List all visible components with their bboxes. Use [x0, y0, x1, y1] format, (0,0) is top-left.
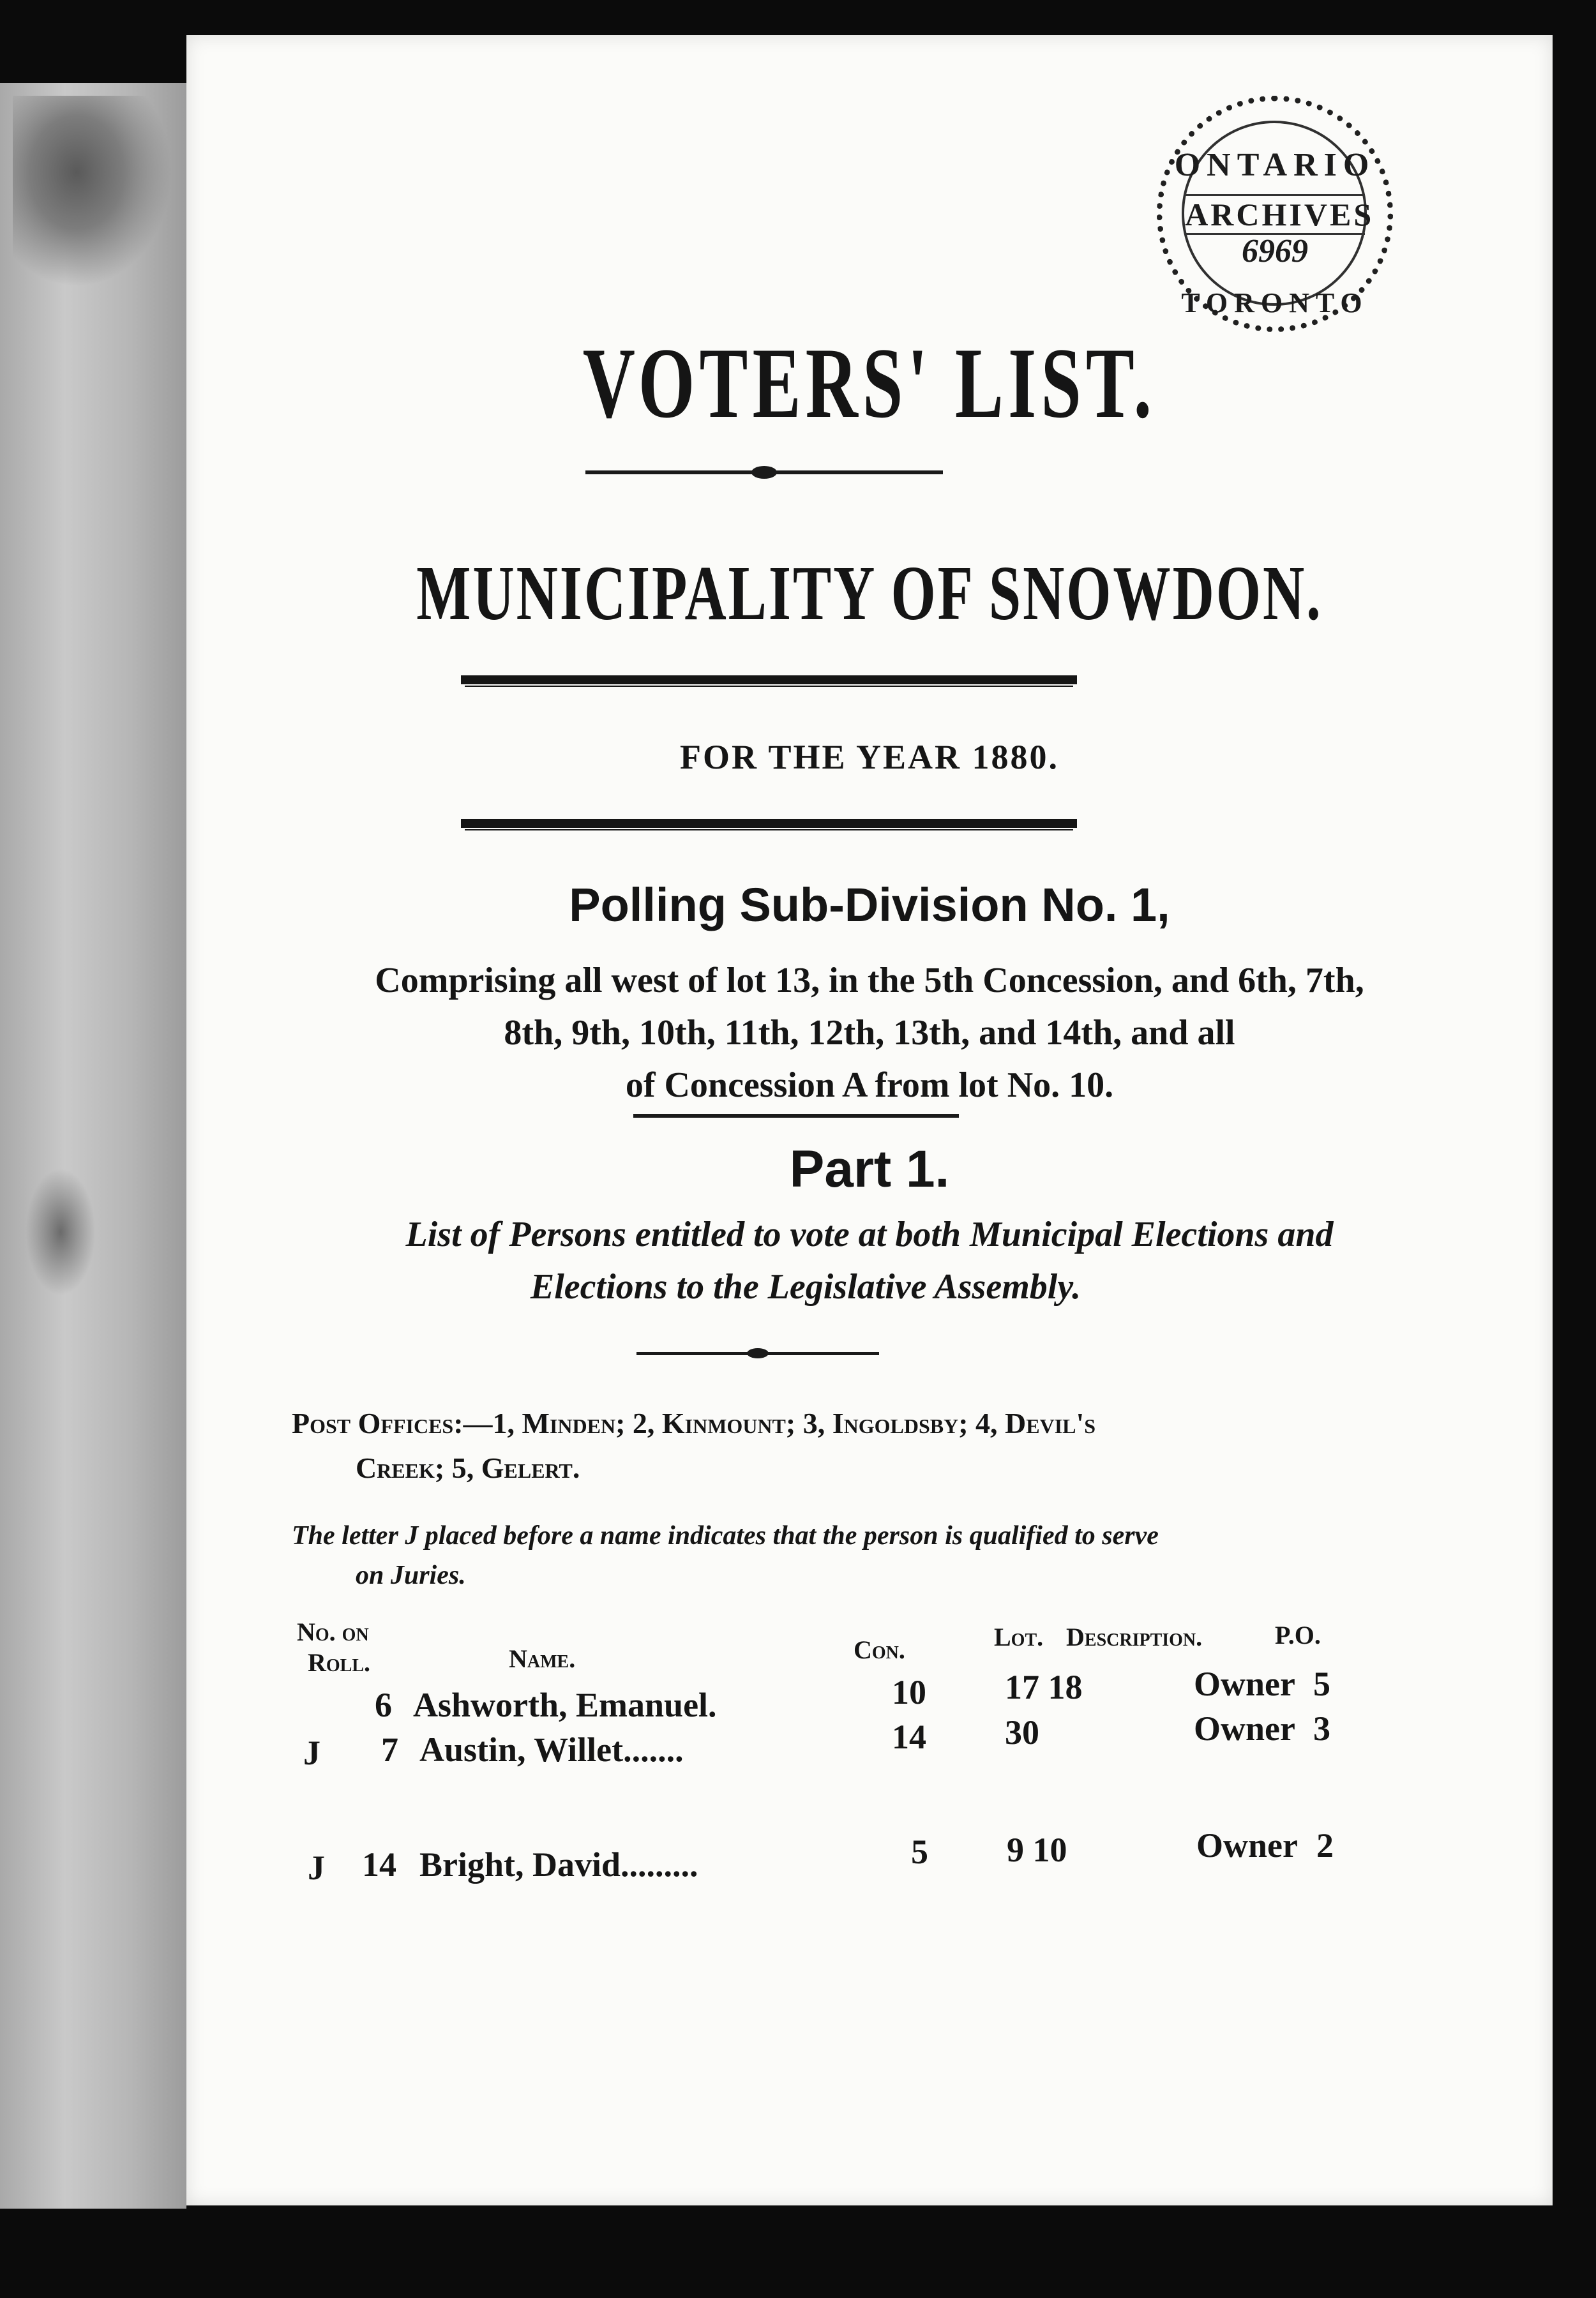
row-description: Owner — [1196, 1826, 1298, 1865]
entitled-text — [186, 1208, 1553, 1313]
row-name: Austin, Willet....... — [419, 1731, 684, 1769]
post-offices — [292, 1401, 1505, 1491]
document-title: VOTERS' LIST. — [582, 327, 1157, 439]
row-juror-mark: J — [303, 1734, 320, 1772]
divider-rule-1 — [461, 675, 1077, 684]
row-post-office: 3 — [1313, 1709, 1330, 1748]
row-roll-number: 14 — [362, 1845, 396, 1884]
row-concession: 14 — [892, 1718, 926, 1756]
post-offices-line: Post Offices:—1, Minden; 2, Kinmount; 3, Ingoldsby; 4, Devil's — [292, 1407, 1096, 1439]
row-name: Bright, David......... — [419, 1845, 698, 1884]
row-lot: 9 10 — [1007, 1831, 1067, 1869]
row-description: Owner — [1194, 1709, 1295, 1748]
divider-rule-2 — [461, 819, 1077, 828]
entitled-line: List of Persons entitled to vote at both Municipal Elections and — [405, 1215, 1334, 1254]
stamp-line1: ONTARIO — [1174, 147, 1376, 183]
stamp-line2: ARCHIVES — [1185, 194, 1365, 235]
header-con: Con. — [854, 1635, 905, 1664]
row-roll-number: 7 — [381, 1731, 398, 1769]
row-description: Owner — [1194, 1665, 1295, 1703]
spine-stain — [13, 96, 172, 287]
comprising-line: of Concession A from lot No. 10. — [625, 1065, 1114, 1105]
spine-mark — [26, 1168, 96, 1296]
row-name: Ashworth, Emanuel. — [413, 1686, 717, 1724]
juries-note-line: The letter J placed before a name indicates that the person is qualified to serve — [292, 1521, 1159, 1551]
header-lot: Lot. — [994, 1623, 1044, 1651]
row-lot: 30 — [1005, 1713, 1039, 1752]
header-name: Name. — [509, 1644, 576, 1673]
year-line: FOR THE YEAR 1880. — [679, 738, 1060, 776]
juries-note — [292, 1516, 1505, 1595]
book-spine — [0, 83, 186, 2209]
header-po: P.O. — [1275, 1621, 1321, 1649]
stamp-number: 6969 — [1242, 233, 1308, 269]
header-roll: Roll. — [308, 1648, 371, 1677]
archives-stamp — [1157, 96, 1393, 332]
part-heading: Part 1. — [789, 1140, 950, 1198]
row-concession: 10 — [892, 1673, 926, 1711]
post-offices-line: Creek; 5, Gelert. — [356, 1452, 580, 1484]
stamp-line4: TORONTO — [1181, 287, 1369, 319]
row-post-office: 2 — [1316, 1826, 1334, 1865]
document-page — [186, 35, 1553, 2205]
juries-note-line: on Juries. — [356, 1561, 466, 1590]
header-no: No. on — [297, 1618, 369, 1646]
header-description: Description. — [1066, 1623, 1203, 1651]
polling-heading: Polling Sub-Division No. 1, — [569, 878, 1170, 931]
row-post-office: 5 — [1313, 1665, 1330, 1703]
entitled-line: Elections to the Legislative Assembly. — [530, 1267, 1081, 1307]
comprising-line: Comprising all west of lot 13, in the 5th Concession, and 6th, 7th, — [375, 961, 1364, 1000]
comprising-line: 8th, 9th, 10th, 11th, 12th, 13th, and 14th, and all — [504, 1013, 1235, 1053]
row-concession: 5 — [911, 1833, 928, 1871]
municipality-heading: MUNICIPALITY OF SNOWDON. — [416, 550, 1323, 636]
comprising-text — [186, 954, 1553, 1111]
row-roll-number: 6 — [375, 1686, 392, 1724]
row-lot: 17 18 — [1005, 1668, 1083, 1706]
row-juror-mark: J — [308, 1849, 325, 1887]
